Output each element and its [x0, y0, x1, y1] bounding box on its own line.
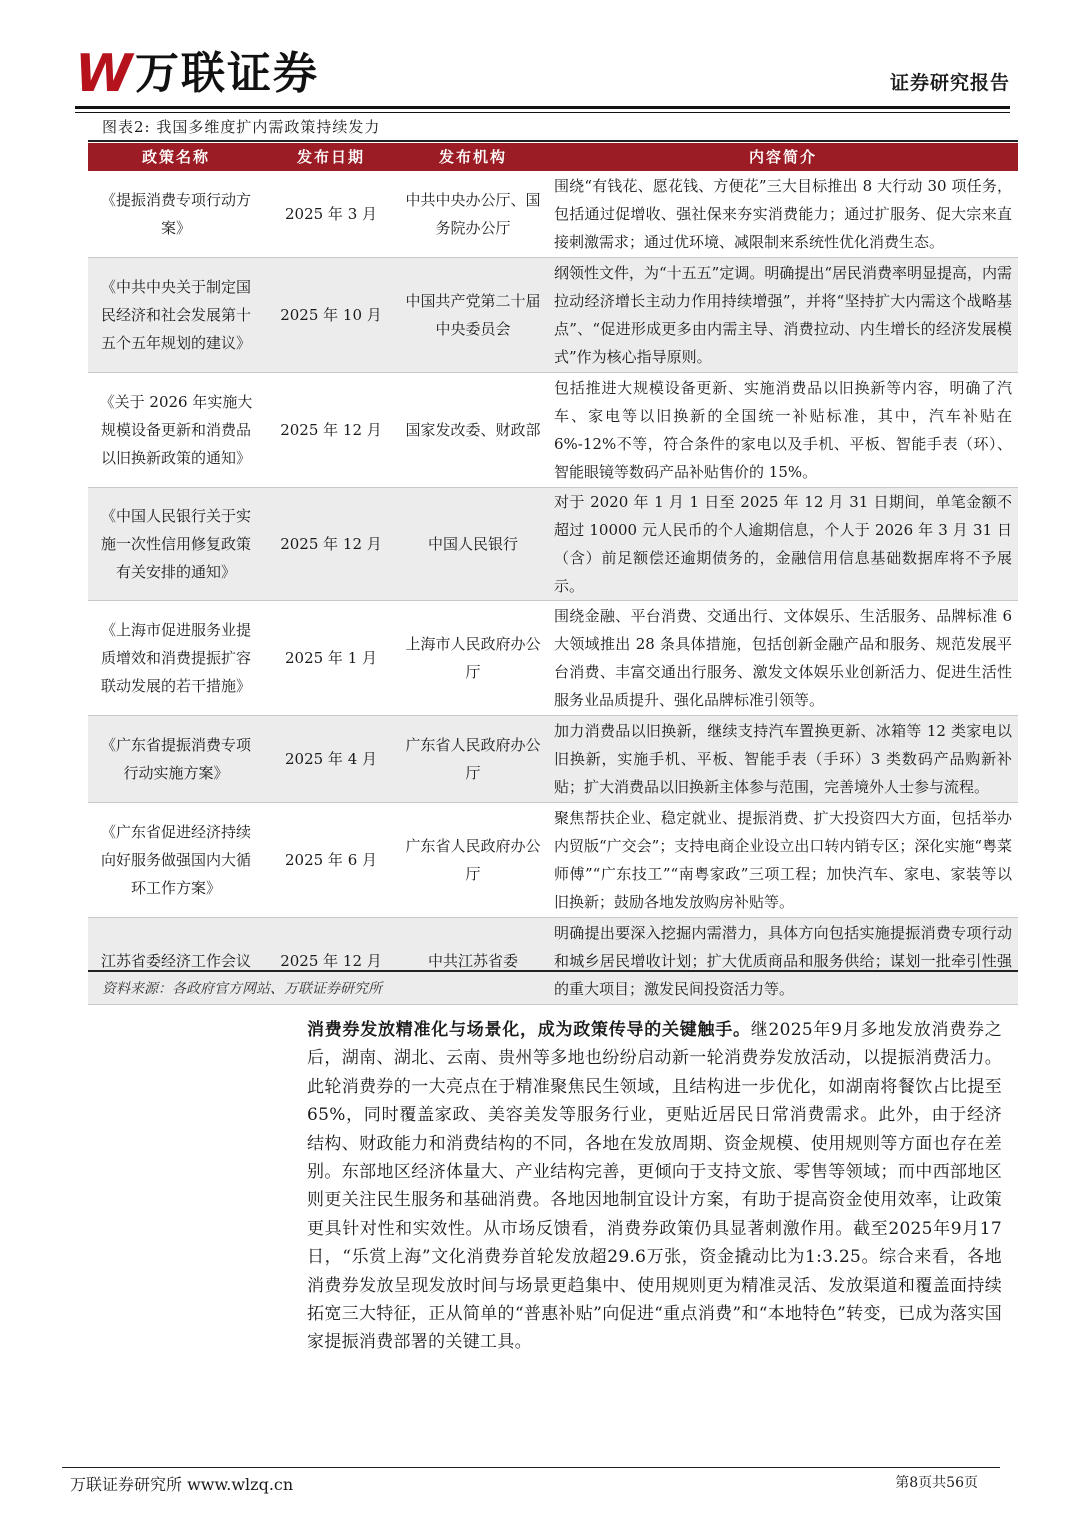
policy-name: 《中国人民银行关于实施一次性信用修复政策有关安排的通知》: [88, 488, 264, 601]
policy-desc: 加力消费品以旧换新，继续支持汽车置换更新、冰箱等 12 类家电以旧换新，实施手机、平板、智能手表（手环）3 类数码产品购新补贴；扩大消费品以旧换新主体参与范围，完善境外人士参与流程。: [548, 716, 1018, 803]
header-rule-thin: [75, 112, 1010, 113]
policy-name: 《中共中央关于制定国民经济和社会发展第十五个五年规划的建议》: [88, 258, 264, 373]
page-number: 第8页共56页: [895, 1475, 978, 1491]
table-row: [88, 488, 1018, 601]
column-header-desc: 内容简介: [548, 143, 1018, 171]
body-paragraph: [307, 1016, 1002, 1357]
table-row: [88, 803, 1018, 918]
policy-date: 2025 年 10 月: [264, 258, 398, 373]
policy-date: 2025 年 12 月: [264, 373, 398, 488]
table-bottom-rule: [88, 970, 1018, 972]
page-header: [75, 40, 1010, 110]
policy-date: 2025 年 4 月: [264, 716, 398, 803]
policy-date: 2025 年 3 月: [264, 171, 398, 258]
figure-title: 图表2: 我国多维度扩内需政策持续发力: [102, 118, 381, 136]
figure-title-rule: [88, 140, 1018, 142]
company-logo-text: 万联证券: [135, 48, 319, 99]
policy-desc: 纲领性文件，为“十五五”定调。明确提出“居民消费率明显提高，内需拉动经济增长主动力作用持续增强”，并将“坚持扩大内需这个战略基点”、“促进形成更多由内需主导、消费拉动、内生增长的经济发展模式”作为核心指导原则。: [548, 258, 1018, 373]
table-row: [88, 716, 1018, 803]
policy-date: 2025 年 12 月: [264, 918, 398, 1005]
policy-org: 广东省人民政府办公厅: [398, 716, 548, 803]
policy-desc: 包括推进大规模设备更新、实施消费品以旧换新等内容，明确了汽车、家电等以旧换新的全国统一补贴标准，其中，汽车补贴在 6%-12%不等，符合条件的家电以及手机、平板、智能手表（环）、智能眼镜等数码产品补贴售价的 15%。: [548, 373, 1018, 488]
table-row: [88, 171, 1018, 258]
footer-rule: [62, 1467, 1000, 1468]
policy-name: 《广东省促进经济持续向好服务做强国内大循环工作方案》: [88, 803, 264, 918]
table-row: [88, 601, 1018, 716]
policy-org: 上海市人民政府办公厅: [398, 601, 548, 716]
policy-desc: 对于 2020 年 1 月 1 日至 2025 年 12 月 31 日期间，单笔金额不超过 10000 元人民币的个人逾期信息，个人于 2026 年 3 月 31 日（含）前足额偿还逾期债务的，金融信用信息基础数据库将不予展示。: [548, 488, 1018, 601]
policy-name: 《上海市促进服务业提质增效和消费提振扩容联动发展的若干措施》: [88, 601, 264, 716]
policy-name: 江苏省委经济工作会议: [88, 918, 264, 1005]
column-header-org: 发布机构: [398, 143, 548, 171]
policy-org: 中共中央办公厅、国务院办公厅: [398, 171, 548, 258]
policy-name: 《提振消费专项行动方案》: [88, 171, 264, 258]
policy-desc: 围绕“有钱花、愿花钱、方便花”三大目标推出 8 大行动 30 项任务，包括通过促增收、强社保来夯实消费能力；通过扩服务、促大宗来直接刺激需求；通过优环境、减限制来系统性优化消费生态。: [548, 171, 1018, 258]
column-header-name: 政策名称: [88, 143, 264, 171]
paragraph-text: 继2025年9月多地发放消费券之后，湖南、湖北、云南、贵州等多地也纷纷启动新一轮消费券发放活动，以提振消费活力。此轮消费券的一大亮点在于精准聚焦民生领域，且结构进一步优化，如湖南将餐饮占比提至65%，同时覆盖家政、美容美发等服务行业，更贴近居民日常消费需求。此外，由于经济结构、财政能力和消费结构的不同，各地在发放周期、资金规模、使用规则等方面也存在差别。东部地区经济体量大、产业结构完善，更倾向于支持文旅、零售等领域；而中西部地区则更关注民生服务和基础消费。各地因地制宜设计方案，有助于提高资金使用效率，让政策更具针对性和实效性。从市场反馈看，消费券政策仍具显著刺激作用。截至2025年9月17日，“乐赏上海”文化消费券首轮发放超29.6万张，资金撬动比为1:3.25。综合来看，各地消费券发放呈现发放时间与场景更趋集中、使用规则更为精准灵活、发放渠道和覆盖面持续拓宽三大特征，正从简单的“普惠补贴”向促进“重点消费”和“本地特色”转变，已成为落实国家提振消费部署的关键工具。: [307, 1020, 1003, 1353]
policy-org: 中国人民银行: [398, 488, 548, 601]
table-row: [88, 373, 1018, 488]
policy-date: 2025 年 1 月: [264, 601, 398, 716]
header-rule-thick: [75, 106, 1010, 109]
policy-date: 2025 年 6 月: [264, 803, 398, 918]
table-header-row: [88, 143, 1018, 171]
logo-w-icon: W: [75, 44, 129, 104]
policy-table: [88, 143, 1018, 1005]
policy-desc: 明确提出要深入挖掘内需潜力，具体方向包括实施提振消费专项行动和城乡居民增收计划；扩大优质商品和服务供给；谋划一批牵引性强的重大项目；激发民间投资活力等。: [548, 918, 1018, 1005]
policy-desc: 聚焦帮扶企业、稳定就业、提振消费、扩大投资四大方面，包括举办内贸版“广交会”；支持电商企业设立出口转内销专区；深化实施“粤菜师傅”“广东技工”“南粤家政”三项工程；加快汽车、家电、家装等以旧换新；鼓励各地发放购房补贴等。: [548, 803, 1018, 918]
policy-org: 国家发改委、财政部: [398, 373, 548, 488]
policy-org: 中国共产党第二十届中央委员会: [398, 258, 548, 373]
footer-institute: 万联证券研究所 www.wlzq.cn: [70, 1475, 294, 1494]
policy-org: 中共江苏省委: [398, 918, 548, 1005]
report-type-label: 证券研究报告: [889, 72, 1010, 94]
policy-date: 2025 年 12 月: [264, 488, 398, 601]
policy-name: 《广东省提振消费专项行动实施方案》: [88, 716, 264, 803]
paragraph-lead: 消费券发放精准化与场景化，成为政策传导的关键触手。: [307, 1020, 751, 1040]
source-note: 资料来源：各政府官方网站、万联证券研究所: [102, 981, 382, 997]
policy-name: 《关于 2026 年实施大规模设备更新和消费品以旧换新政策的通知》: [88, 373, 264, 488]
column-header-date: 发布日期: [264, 143, 398, 171]
policy-org: 广东省人民政府办公厅: [398, 803, 548, 918]
policy-desc: 围绕金融、平台消费、交通出行、文体娱乐、生活服务、品牌标准 6 大领域推出 28 条具体措施，包括创新金融产品和服务、规范发展平台消费、丰富交通出行服务、激发文体娱乐业创新活力、促进生活性服务业品质提升、强化品牌标准引领等。: [548, 601, 1018, 716]
table-row: [88, 258, 1018, 373]
